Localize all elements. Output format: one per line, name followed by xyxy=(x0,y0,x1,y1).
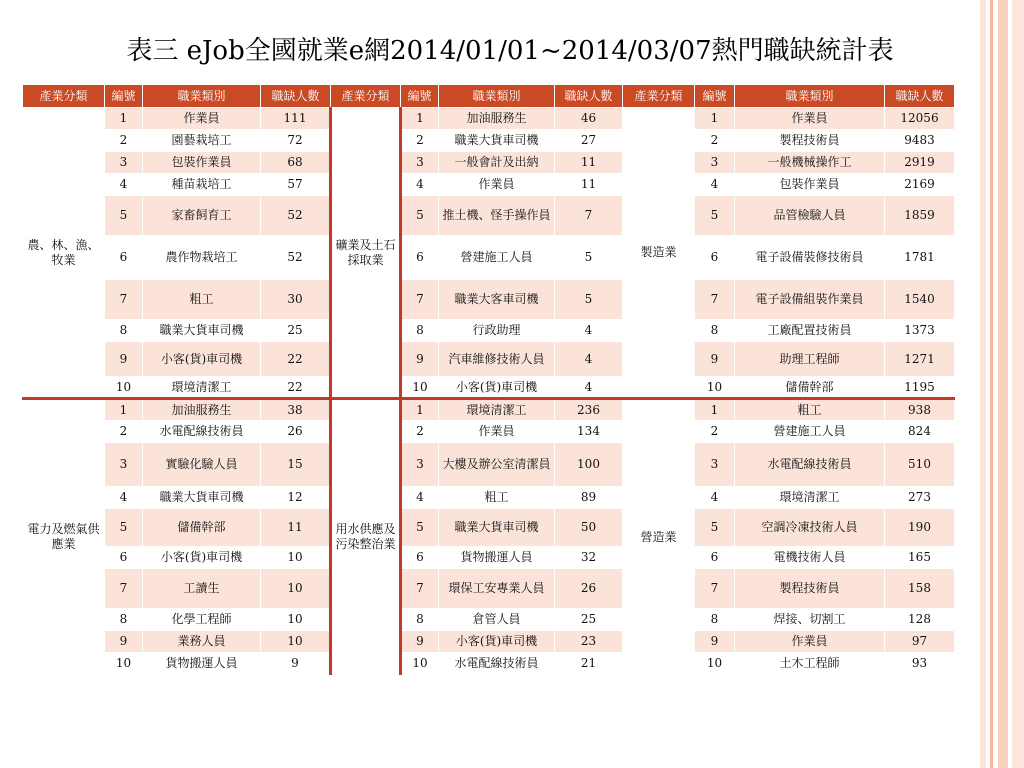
table-cell: 97 xyxy=(885,631,955,653)
column-header: 職缺人數 xyxy=(261,85,331,108)
table-cell: 134 xyxy=(555,421,623,443)
table-cell: 3 xyxy=(695,152,735,174)
table-cell: 10 xyxy=(105,653,143,675)
table-cell: 25 xyxy=(555,609,623,631)
table-cell: 7 xyxy=(401,569,439,609)
table-cell: 2 xyxy=(105,421,143,443)
table-cell: 12056 xyxy=(885,108,955,130)
table-cell: 8 xyxy=(105,609,143,631)
table-cell: 製程技術員 xyxy=(735,130,885,152)
table-cell: 8 xyxy=(401,320,439,342)
table-cell: 1540 xyxy=(885,280,955,320)
table-cell: 21 xyxy=(555,653,623,675)
table-row xyxy=(23,509,955,547)
table-row xyxy=(23,421,955,443)
table-cell: 水電配線技術員 xyxy=(735,443,885,487)
table-cell: 2 xyxy=(105,130,143,152)
table-cell: 52 xyxy=(261,196,331,236)
table-cell: 9 xyxy=(261,653,331,675)
column-header: 產業分類 xyxy=(623,85,695,108)
table-cell: 52 xyxy=(261,236,331,280)
table-cell: 5 xyxy=(105,509,143,547)
table-cell: 4 xyxy=(401,174,439,196)
industry-category: 營造業 xyxy=(623,399,695,675)
table-cell: 營建施工人員 xyxy=(439,236,555,280)
table-cell: 倉管人員 xyxy=(439,609,555,631)
table-cell: 7 xyxy=(105,569,143,609)
table-cell: 12 xyxy=(261,487,331,509)
table-cell: 4 xyxy=(555,320,623,342)
table-cell: 環境清潔工 xyxy=(439,399,555,421)
table-cell: 510 xyxy=(885,443,955,487)
column-header: 職缺人數 xyxy=(555,85,623,108)
column-header: 產業分類 xyxy=(331,85,401,108)
table-cell: 1 xyxy=(695,108,735,130)
table-cell: 89 xyxy=(555,487,623,509)
table-cell: 6 xyxy=(105,236,143,280)
table-cell: 電子設備裝修技術員 xyxy=(735,236,885,280)
table-cell: 11 xyxy=(555,152,623,174)
table-cell: 4 xyxy=(105,174,143,196)
table-cell: 22 xyxy=(261,377,331,399)
table-cell: 30 xyxy=(261,280,331,320)
table-cell: 行政助理 xyxy=(439,320,555,342)
table-cell: 土木工程師 xyxy=(735,653,885,675)
table-cell: 4 xyxy=(401,487,439,509)
table-cell: 25 xyxy=(261,320,331,342)
table-cell: 57 xyxy=(261,174,331,196)
table-cell: 電機技術人員 xyxy=(735,547,885,569)
table-cell: 10 xyxy=(401,377,439,399)
table-cell: 職業大客車司機 xyxy=(439,280,555,320)
table-cell: 營建施工人員 xyxy=(735,421,885,443)
table-cell: 作業員 xyxy=(439,174,555,196)
table-cell: 職業大貨車司機 xyxy=(143,487,261,509)
industry-category: 礦業及土石採取業 xyxy=(331,108,401,399)
table-cell: 6 xyxy=(695,547,735,569)
table-cell: 1195 xyxy=(885,377,955,399)
table-cell: 汽車維修技術人員 xyxy=(439,342,555,377)
decorative-stripes xyxy=(980,0,1024,768)
table-cell: 工廠配置技術員 xyxy=(735,320,885,342)
table-cell: 焊接、切割工 xyxy=(735,609,885,631)
table-cell: 水電配線技術員 xyxy=(439,653,555,675)
table-cell: 11 xyxy=(555,174,623,196)
table-cell: 1 xyxy=(401,399,439,421)
table-row xyxy=(23,152,955,174)
table-cell: 9 xyxy=(695,342,735,377)
industry-category: 用水供應及污染整治業 xyxy=(331,399,401,675)
table-row xyxy=(23,342,955,377)
table-cell: 3 xyxy=(105,152,143,174)
table-cell: 職業大貨車司機 xyxy=(439,130,555,152)
table-cell: 實驗化驗人員 xyxy=(143,443,261,487)
table-cell: 72 xyxy=(261,130,331,152)
table-cell: 10 xyxy=(261,547,331,569)
table-cell: 9483 xyxy=(885,130,955,152)
table-cell: 助理工程師 xyxy=(735,342,885,377)
table-cell: 小客(貨)車司機 xyxy=(143,342,261,377)
table-row xyxy=(23,653,955,675)
table-cell: 4 xyxy=(105,487,143,509)
table-cell: 環保工安專業人員 xyxy=(439,569,555,609)
table-row xyxy=(23,609,955,631)
table-cell: 推土機、怪手操作員 xyxy=(439,196,555,236)
table-cell: 水電配線技術員 xyxy=(143,421,261,443)
column-header: 職業類別 xyxy=(439,85,555,108)
industry-category: 農、林、漁、牧業 xyxy=(23,108,105,399)
table-cell: 家畜飼育工 xyxy=(143,196,261,236)
table-cell: 158 xyxy=(885,569,955,609)
table-cell: 儲備幹部 xyxy=(143,509,261,547)
table-cell: 8 xyxy=(695,320,735,342)
table-cell: 作業員 xyxy=(143,108,261,130)
table-cell: 職業大貨車司機 xyxy=(143,320,261,342)
table-cell: 種苗栽培工 xyxy=(143,174,261,196)
table-cell: 7 xyxy=(105,280,143,320)
table-cell: 938 xyxy=(885,399,955,421)
table-cell: 9 xyxy=(401,342,439,377)
table-cell: 5 xyxy=(105,196,143,236)
table-cell: 8 xyxy=(401,609,439,631)
table-cell: 7 xyxy=(695,569,735,609)
table-row xyxy=(23,631,955,653)
table-cell: 7 xyxy=(555,196,623,236)
table-cell: 業務人員 xyxy=(143,631,261,653)
table-cell: 22 xyxy=(261,342,331,377)
table-cell: 小客(貨)車司機 xyxy=(439,377,555,399)
table-cell: 26 xyxy=(555,569,623,609)
table-cell: 8 xyxy=(105,320,143,342)
column-header: 編號 xyxy=(401,85,439,108)
industry-category: 電力及燃氣供應業 xyxy=(23,399,105,675)
table-cell: 3 xyxy=(695,443,735,487)
table-cell: 粗工 xyxy=(735,399,885,421)
table-cell: 15 xyxy=(261,443,331,487)
table-cell: 273 xyxy=(885,487,955,509)
table-cell: 加油服務生 xyxy=(439,108,555,130)
table-cell: 貨物搬運人員 xyxy=(143,653,261,675)
table-cell: 9 xyxy=(401,631,439,653)
table-row xyxy=(23,174,955,196)
table-cell: 2 xyxy=(401,421,439,443)
table-cell: 23 xyxy=(555,631,623,653)
table-cell: 製程技術員 xyxy=(735,569,885,609)
table-cell: 5 xyxy=(695,196,735,236)
table-cell: 9 xyxy=(105,631,143,653)
table-cell: 50 xyxy=(555,509,623,547)
table-cell: 2 xyxy=(401,130,439,152)
table-cell: 作業員 xyxy=(735,108,885,130)
table-cell: 環境清潔工 xyxy=(735,487,885,509)
table-cell: 11 xyxy=(261,509,331,547)
table-row xyxy=(23,108,955,130)
table-cell: 品管檢驗人員 xyxy=(735,196,885,236)
table-cell: 128 xyxy=(885,609,955,631)
table-cell: 190 xyxy=(885,509,955,547)
table-cell: 職業大貨車司機 xyxy=(439,509,555,547)
table-cell: 1 xyxy=(105,108,143,130)
table-cell: 2 xyxy=(695,130,735,152)
table-cell: 5 xyxy=(695,509,735,547)
table-cell: 2919 xyxy=(885,152,955,174)
table-cell: 68 xyxy=(261,152,331,174)
table-cell: 農作物栽培工 xyxy=(143,236,261,280)
table-cell: 作業員 xyxy=(439,421,555,443)
table-cell: 100 xyxy=(555,443,623,487)
table-cell: 1859 xyxy=(885,196,955,236)
table-row xyxy=(23,443,955,487)
table-row xyxy=(23,130,955,152)
table-row xyxy=(23,320,955,342)
table-cell: 7 xyxy=(401,280,439,320)
table-cell: 6 xyxy=(401,236,439,280)
table-cell: 1781 xyxy=(885,236,955,280)
table-cell: 10 xyxy=(261,609,331,631)
table-cell: 1 xyxy=(401,108,439,130)
column-header: 職缺人數 xyxy=(885,85,955,108)
table-cell: 4 xyxy=(695,174,735,196)
table-cell: 7 xyxy=(695,280,735,320)
table-cell: 10 xyxy=(261,631,331,653)
table-cell: 工讀生 xyxy=(143,569,261,609)
table-cell: 環境清潔工 xyxy=(143,377,261,399)
table-cell: 9 xyxy=(105,342,143,377)
table-cell: 32 xyxy=(555,547,623,569)
table-cell: 2169 xyxy=(885,174,955,196)
table-cell: 5 xyxy=(555,236,623,280)
table-cell: 27 xyxy=(555,130,623,152)
table-cell: 8 xyxy=(695,609,735,631)
table-cell: 園藝栽培工 xyxy=(143,130,261,152)
table-row xyxy=(23,196,955,236)
table-cell: 小客(貨)車司機 xyxy=(439,631,555,653)
table-cell: 4 xyxy=(555,342,623,377)
table-cell: 包裝作業員 xyxy=(735,174,885,196)
table-cell: 5 xyxy=(555,280,623,320)
table-row xyxy=(23,399,955,421)
table-row xyxy=(23,236,955,280)
table-cell: 10 xyxy=(695,377,735,399)
table-cell: 1 xyxy=(105,399,143,421)
table-cell: 10 xyxy=(105,377,143,399)
table-cell: 38 xyxy=(261,399,331,421)
table-row xyxy=(23,280,955,320)
table-cell: 包裝作業員 xyxy=(143,152,261,174)
table-cell: 化學工程師 xyxy=(143,609,261,631)
table-cell: 236 xyxy=(555,399,623,421)
table-row xyxy=(23,377,955,399)
table-cell: 4 xyxy=(695,487,735,509)
table-header-row xyxy=(23,85,955,108)
table-cell: 空調冷凍技術人員 xyxy=(735,509,885,547)
table-cell: 9 xyxy=(695,631,735,653)
table-cell: 93 xyxy=(885,653,955,675)
slide-title: 表三 eJob全國就業e網2014/01/01~2014/03/07熱門職缺統計表 xyxy=(126,36,894,66)
table-cell: 一般機械操作工 xyxy=(735,152,885,174)
table-cell: 5 xyxy=(401,509,439,547)
table-cell: 824 xyxy=(885,421,955,443)
table-cell: 3 xyxy=(401,152,439,174)
table-cell: 大樓及辦公室清潔員 xyxy=(439,443,555,487)
table-cell: 一般會計及出納 xyxy=(439,152,555,174)
table-row xyxy=(23,569,955,609)
table-cell: 6 xyxy=(695,236,735,280)
column-header: 產業分類 xyxy=(23,85,105,108)
table-cell: 6 xyxy=(105,547,143,569)
table-cell: 3 xyxy=(401,443,439,487)
table-row xyxy=(23,547,955,569)
column-header: 編號 xyxy=(105,85,143,108)
table-cell: 粗工 xyxy=(143,280,261,320)
table-cell: 165 xyxy=(885,547,955,569)
table-cell: 46 xyxy=(555,108,623,130)
table-row xyxy=(23,487,955,509)
table-cell: 1 xyxy=(695,399,735,421)
column-header: 職業類別 xyxy=(735,85,885,108)
table-cell: 電子設備組裝作業員 xyxy=(735,280,885,320)
table-cell: 貨物搬運人員 xyxy=(439,547,555,569)
table-cell: 3 xyxy=(105,443,143,487)
job-vacancy-table xyxy=(22,84,955,675)
column-header: 編號 xyxy=(695,85,735,108)
table-cell: 小客(貨)車司機 xyxy=(143,547,261,569)
industry-category: 製造業 xyxy=(623,108,695,399)
table-cell: 加油服務生 xyxy=(143,399,261,421)
table-cell: 粗工 xyxy=(439,487,555,509)
table-cell: 4 xyxy=(555,377,623,399)
table-cell: 10 xyxy=(261,569,331,609)
table-cell: 6 xyxy=(401,547,439,569)
table-cell: 10 xyxy=(695,653,735,675)
table-cell: 10 xyxy=(401,653,439,675)
table-cell: 111 xyxy=(261,108,331,130)
table-cell: 作業員 xyxy=(735,631,885,653)
table-cell: 2 xyxy=(695,421,735,443)
table-cell: 5 xyxy=(401,196,439,236)
column-header: 職業類別 xyxy=(143,85,261,108)
table-cell: 儲備幹部 xyxy=(735,377,885,399)
table-cell: 1271 xyxy=(885,342,955,377)
table-cell: 1373 xyxy=(885,320,955,342)
table-cell: 26 xyxy=(261,421,331,443)
